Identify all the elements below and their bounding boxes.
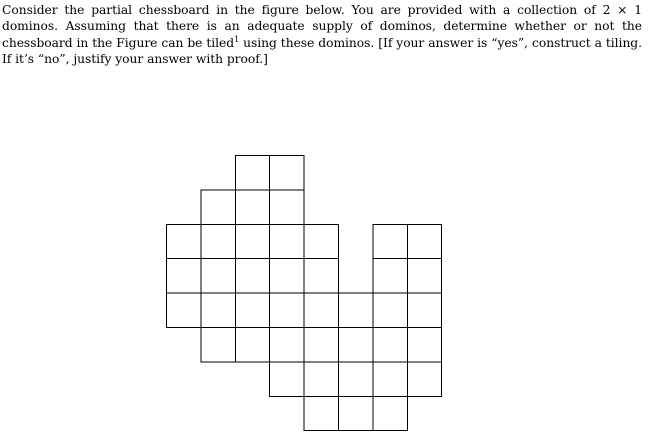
board-square [235,224,269,258]
board-square [235,156,269,190]
footnote-mark: 1 [234,34,240,44]
board-square [270,293,304,327]
board-square [339,362,373,396]
board-square [339,328,373,362]
board-square [304,362,338,396]
board-square [304,224,338,258]
board-square [235,328,269,362]
board-square [270,259,304,293]
board-square [235,190,269,224]
board-square [304,259,338,293]
board-square [407,328,441,362]
board-square [304,293,338,327]
board-square [270,156,304,190]
board-square [373,396,407,430]
board-square [167,259,201,293]
board-square [201,259,235,293]
problem-text-before-footnote: Consider the partial chessboard in the figure below. You are provided with a collection of 2 × 1 dominos. Assuming that there is an adequate supply of dominos, determine whether or not the chessboard in the Figure can be tiled [2,3,642,50]
board-square [167,293,201,327]
board-square [201,293,235,327]
board-square [339,293,373,327]
board-square [407,293,441,327]
board-square [235,259,269,293]
board-square [201,328,235,362]
board-square [167,224,201,258]
board-square [304,328,338,362]
board-square [270,224,304,258]
board-square [407,362,441,396]
problem-text-after-footnote: using these dominos. [If your answer is “yes”, construct a tiling. If it’s “no”, justify your answer with proof.] [2,35,642,67]
board-square [373,224,407,258]
board-square [270,328,304,362]
board-square [373,362,407,396]
board-square [270,362,304,396]
board-square [339,396,373,430]
board-square [304,396,338,430]
board-square [201,190,235,224]
board-square [407,224,441,258]
board-square [270,190,304,224]
board-square [373,293,407,327]
board-square [373,328,407,362]
board-square [373,259,407,293]
board-square [201,224,235,258]
board-square [235,293,269,327]
board-square [407,259,441,293]
